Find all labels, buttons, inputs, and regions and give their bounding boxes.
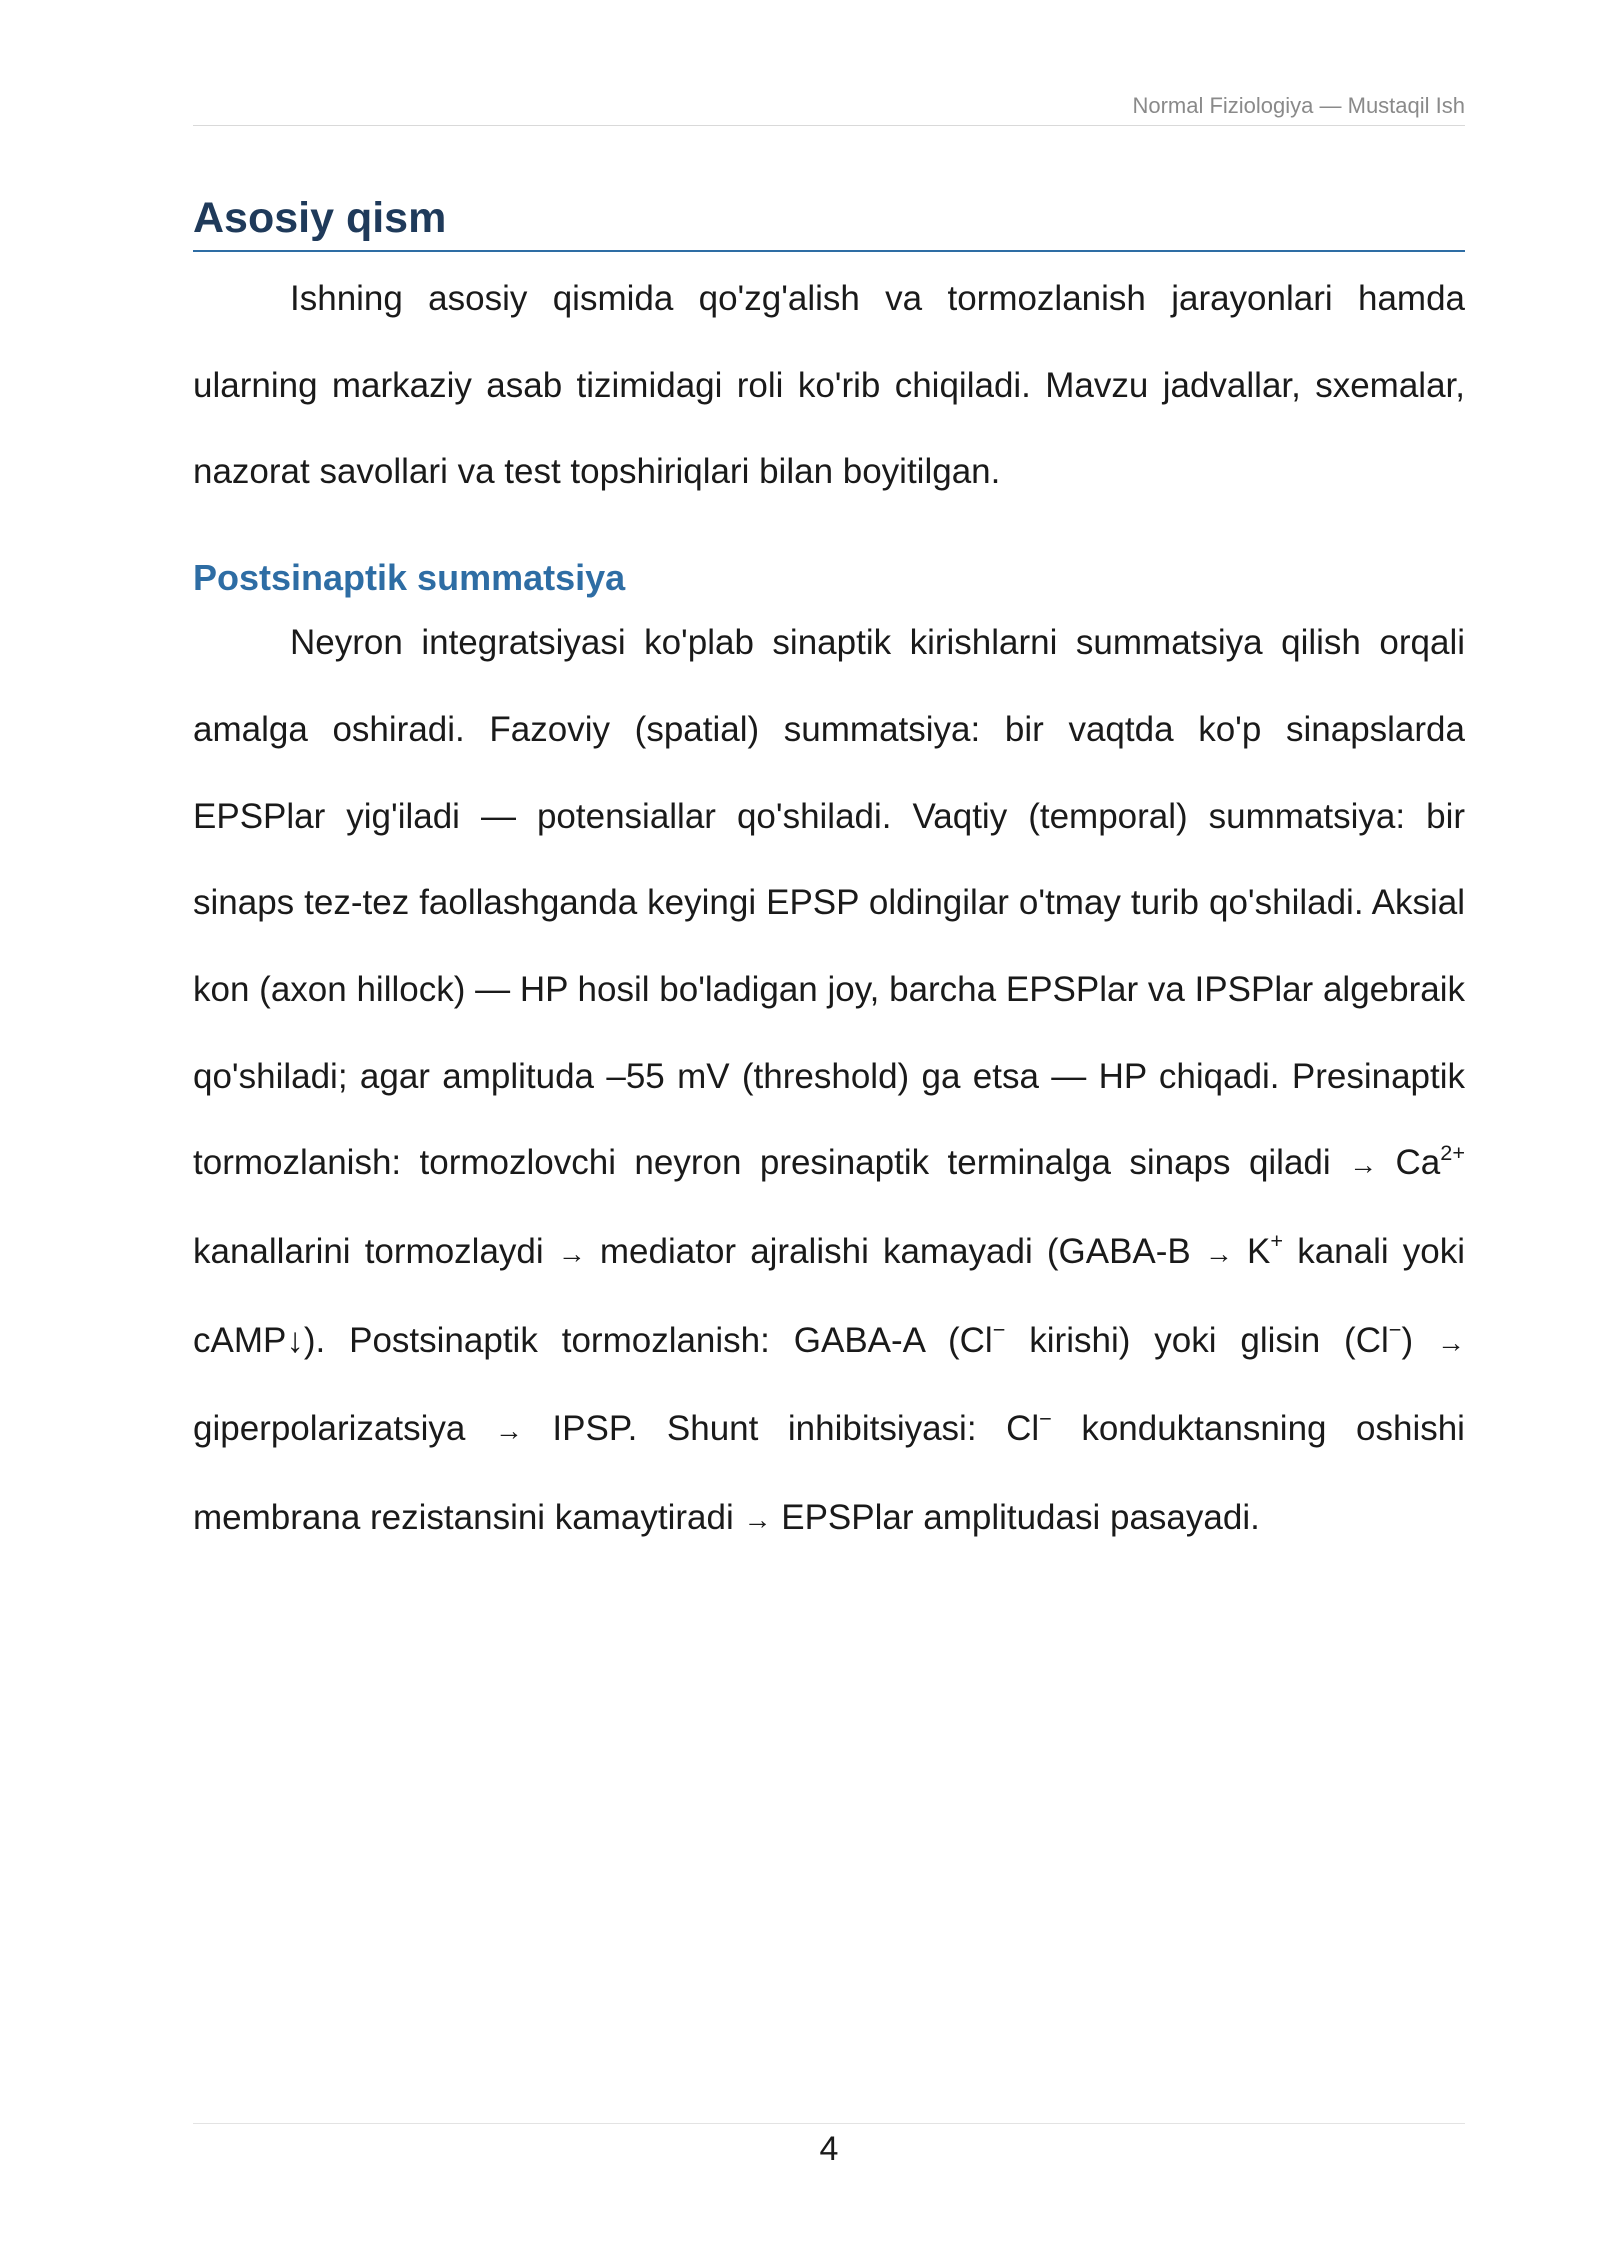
superscript: −: [1388, 1316, 1402, 1342]
text-run: kanali yoki cAMP↓). Postsinaptik tormozlanish: GABA-A (Cl: [193, 1232, 1465, 1360]
text-run: IPSP. Shunt inhibitsiyasi: Cl: [552, 1409, 1040, 1449]
superscript: −: [992, 1316, 1006, 1342]
page-number: 4: [819, 2130, 839, 2168]
section-title: Asosiy qism: [193, 190, 1465, 252]
text-run: kanallarini tormozlaydi: [193, 1232, 544, 1272]
text-run: ): [1401, 1320, 1414, 1360]
text-run: kirishi) yoki glisin (Cl: [1029, 1320, 1389, 1360]
arrow-icon: →: [1204, 1238, 1233, 1270]
text-run: Neyron integratsiyasi ko'plab sinaptik kirishlarni summatsiya qilish orqali amalga oshiradi. Fazoviy (spatial) summatsiya: bir vaqtda ko'p sinapslarda EPSPlar yig'iladi — potensiallar qo'shiladi. Vaqtiy (temporal) summatsiya: bir sinaps tez-tez faollashganda keyingi EPSP oldingilar o'tmay turib qo'shiladi. Aksial kon (axon hillock) — HP hosil bo'ladigan joy, barcha EPSPlar va IPSPlar algebraik qo'shiladi; agar amplituda –55 mV (threshold) ga etsa — HP chiqadi. Presinaptik tormozlanish: tormozlovchi neyron presinaptik terminalga sinaps qiladi: [193, 623, 1465, 1183]
arrow-icon: →: [494, 1415, 523, 1447]
superscript: +: [1270, 1228, 1284, 1254]
summation-paragraph: [193, 600, 1465, 1564]
header-divider: [193, 125, 1465, 126]
text-run: mediator ajralishi kamayadi (GABA-B: [599, 1232, 1191, 1272]
arrow-icon: →: [557, 1238, 586, 1270]
footer-divider: [193, 2123, 1465, 2124]
arrow-icon: →: [743, 1504, 772, 1536]
text-run: EPSPlar amplitudasi pasayadi.: [781, 1498, 1260, 1538]
text-run: K: [1247, 1232, 1271, 1272]
arrow-icon: →: [1349, 1149, 1378, 1181]
arrow-icon: →: [1437, 1326, 1465, 1358]
superscript: 2+: [1440, 1139, 1465, 1165]
text-run: giperpolarizatsiya: [193, 1409, 466, 1449]
subsection-title: Postsinaptik summatsiya: [193, 557, 626, 599]
superscript: −: [1039, 1405, 1052, 1431]
page-content: [193, 190, 1465, 1564]
running-header: Normal Fiziologiya — Mustaqil Ish: [1132, 93, 1465, 118]
text-run: konduktansning oshishi membrana rezistansini kamaytiradi: [193, 1409, 1465, 1538]
intro-paragraph: Ishning asosiy qismida qo'zg'alish va tormozlanish jarayonlari hamda ularning markaziy asab tizimidagi roli ko'rib chiqiladi. Mavzu jadvallar, sxemalar, nazorat savollari va test topshiriqlari bilan boyitilgan.: [193, 279, 1465, 492]
text-run: Ca: [1395, 1143, 1441, 1183]
